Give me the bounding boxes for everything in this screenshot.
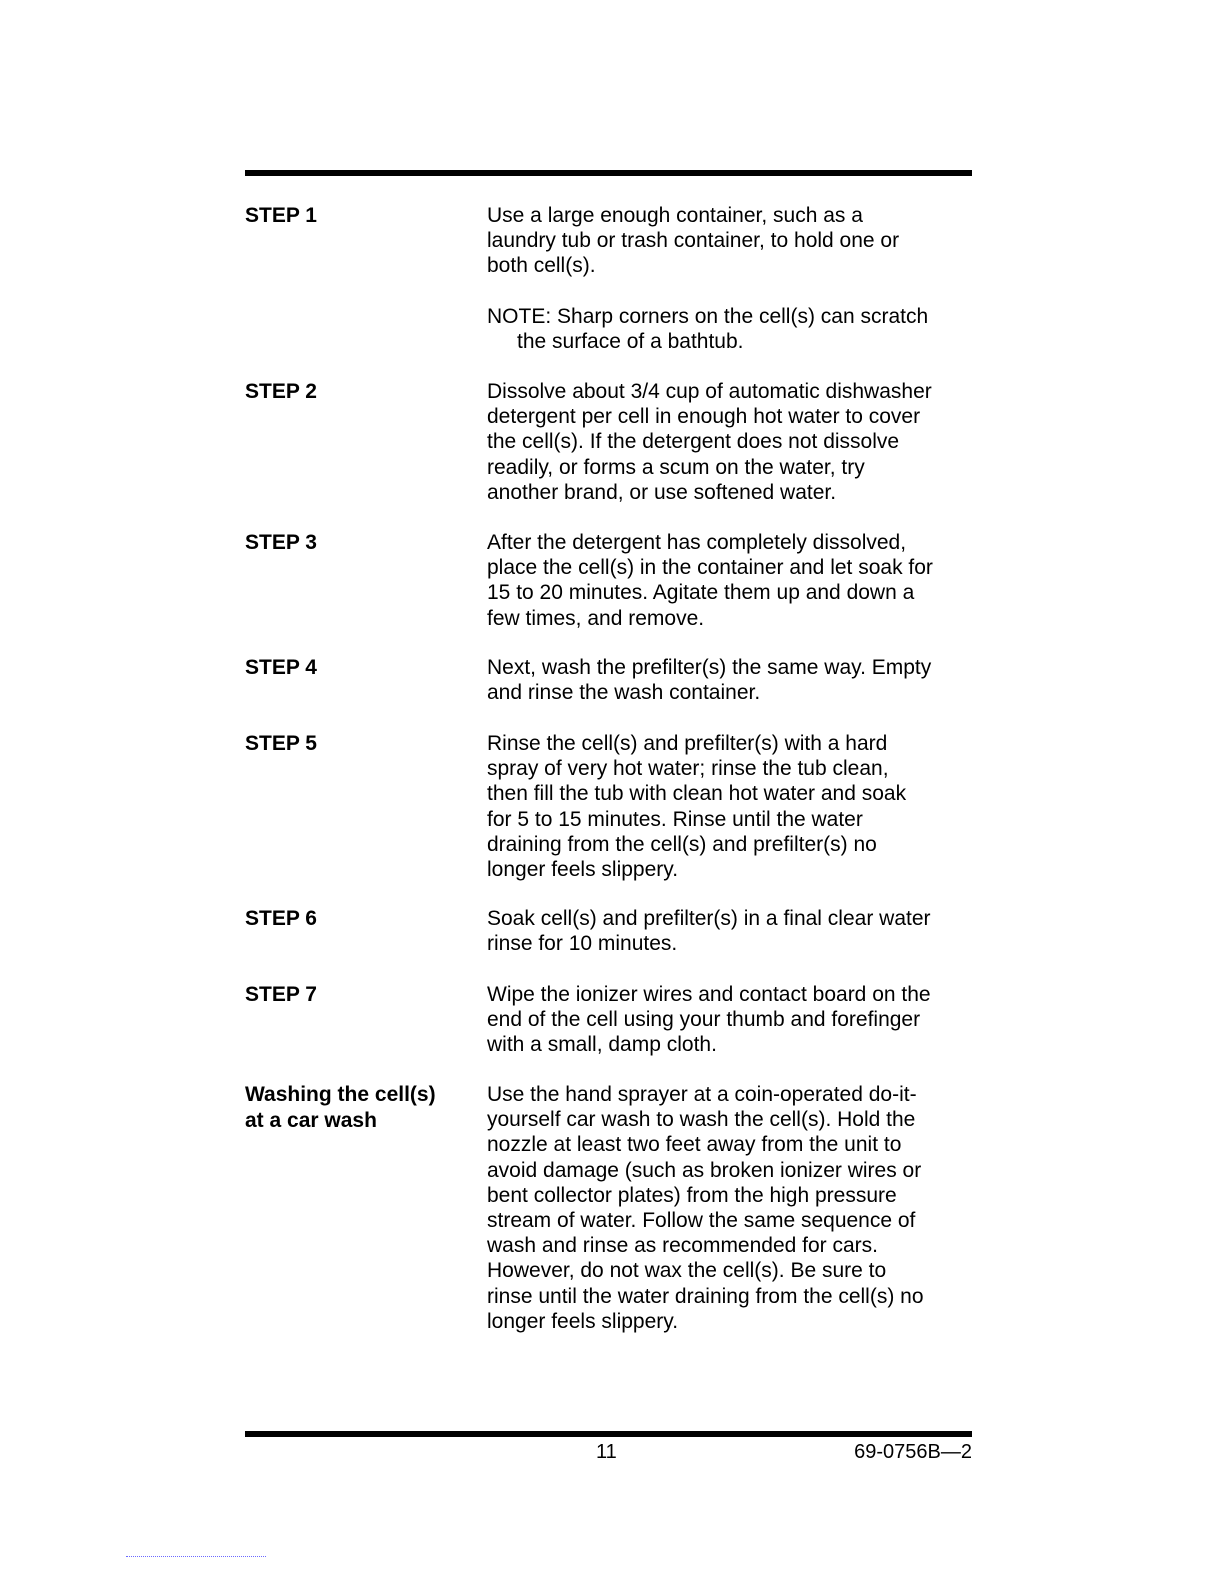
step-3-label: STEP 3	[245, 531, 317, 554]
page-number: 11	[596, 1441, 617, 1463]
document-code: 69-0756B—2	[854, 1441, 972, 1463]
step-5-text: Rinse the cell(s) and prefilter(s) with a hard spray of very hot water; rinse the tub clean, then fill the tub with clean hot water and soak for 5 to 15 minutes. Rinse until the water draining from the cell(s) and prefilter(s) no longer feels slippery.	[487, 732, 907, 882]
step-7-label: STEP 7	[245, 983, 317, 1006]
car-wash-label: Washing the cell(s) at a car wash	[245, 1083, 436, 1132]
step-2-text: Dissolve about 3/4 cup of automatic dishwasher detergent per cell in enough hot water to cover the cell(s). If the detergent does not dissolve readily, or forms a scum on the water, try another brand, or use softened water.	[487, 380, 932, 504]
car-wash-text: Use the hand sprayer at a coin-operated do-it- yourself car wash to wash the cell(s). Hold the nozzle at least two feet away from the unit to avoid damage (such as broken ionizer wires or bent collector plates) from the high pressure stream of water. Follow the same sequence of wash and rinse as recommended for cars. However, do not wax the cell(s). Be sure to rinse until the water draining from the cell(s) no longer feels slippery.	[487, 1083, 924, 1333]
step-6-text: Soak cell(s) and prefilter(s) in a final clear water rinse for 10 minutes.	[487, 907, 931, 956]
step-4-text: Next, wash the prefilter(s) the same way. Empty and rinse the wash container.	[487, 656, 932, 705]
step-4-label: STEP 4	[245, 656, 317, 679]
step-1-note-line-1: NOTE: Sharp corners on the cell(s) can scratch	[487, 305, 929, 328]
step-1-note-line-2: the surface of a bathtub.	[517, 330, 744, 354]
step-5-label: STEP 5	[245, 732, 317, 755]
step-1-note	[487, 304, 977, 354]
step-3-text: After the detergent has completely dissolved, place the cell(s) in the container and let soak for 15 to 20 minutes. Agitate them up and down a few times, and remove.	[487, 531, 933, 630]
step-7-text: Wipe the ionizer wires and contact board on the end of the cell using your thumb and forefinger with a small, damp cloth.	[487, 983, 931, 1057]
step-1-text: Use a large enough container, such as a laundry tub or trash container, to hold one or both cell(s).	[487, 204, 900, 278]
bottom-rule	[245, 1431, 972, 1437]
page-bottom-dotted-line	[126, 1556, 266, 1557]
step-6-label: STEP 6	[245, 907, 317, 930]
step-2-label: STEP 2	[245, 380, 317, 403]
step-1-label: STEP 1	[245, 204, 317, 227]
top-rule	[245, 170, 972, 176]
